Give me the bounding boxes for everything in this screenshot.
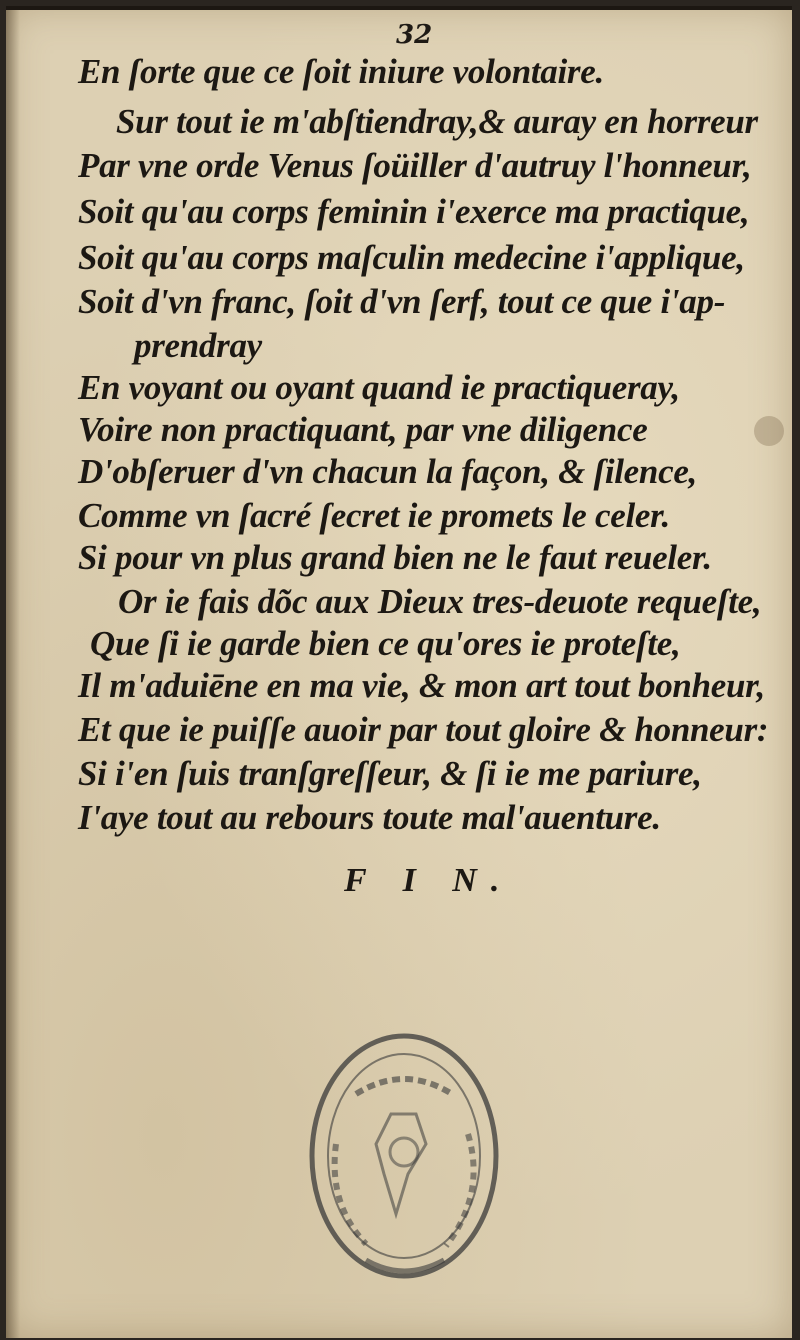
verse-line: En ſorte que ce ſoit iniure volontaire. [78,52,604,91]
verse-line: Par vne orde Venus ſoüiller d'autruy l'honneur, [78,146,752,185]
verse-line: Soit qu'au corps maſculin medecine i'applique, [78,238,745,277]
verse-line: Si pour vn plus grand bien ne le faut reueler. [78,538,712,577]
verse-line: Comme vn ſacré ſecret ie promets le celer. [78,496,670,535]
verse-line: Soit qu'au corps feminin i'exerce ma practique, [78,192,750,231]
verse-line: Et que ie puiſſe auoir par tout gloire & honneur: [78,710,769,749]
page-number: 32 [396,20,433,50]
verse-line: Que ſi ie garde bien ce qu'ores ie proteſte, [90,624,681,663]
library-stamp-icon [296,1024,516,1294]
end-mark: F I N. [344,862,514,899]
book-page [6,6,792,1338]
verse-line: I'aye tout au rebours toute mal'auenture. [78,798,661,837]
verse-line: Si i'en ſuis tranſgreſſeur, & ſi ie me pariure, [78,754,702,793]
verse-line: Voire non practiquant, par vne diligence [78,410,648,449]
verse-line: En voyant ou oyant quand ie practiqueray, [78,368,680,407]
verse-line: Il m'aduiēne en ma vie, & mon art tout bonheur, [78,666,765,705]
verse-line: Sur tout ie m'abſtiendray,& auray en horreur [116,102,758,141]
verse-line: Soit d'vn franc, ſoit d'vn ſerf, tout ce que i'ap- [78,282,726,321]
verse-line: D'obſeruer d'vn chacun la façon, & ſilence, [78,452,697,491]
verse-line: prendray [134,326,262,365]
verse-line: Or ie fais dõc aux Dieux tres-deuote requeſte, [118,582,762,621]
